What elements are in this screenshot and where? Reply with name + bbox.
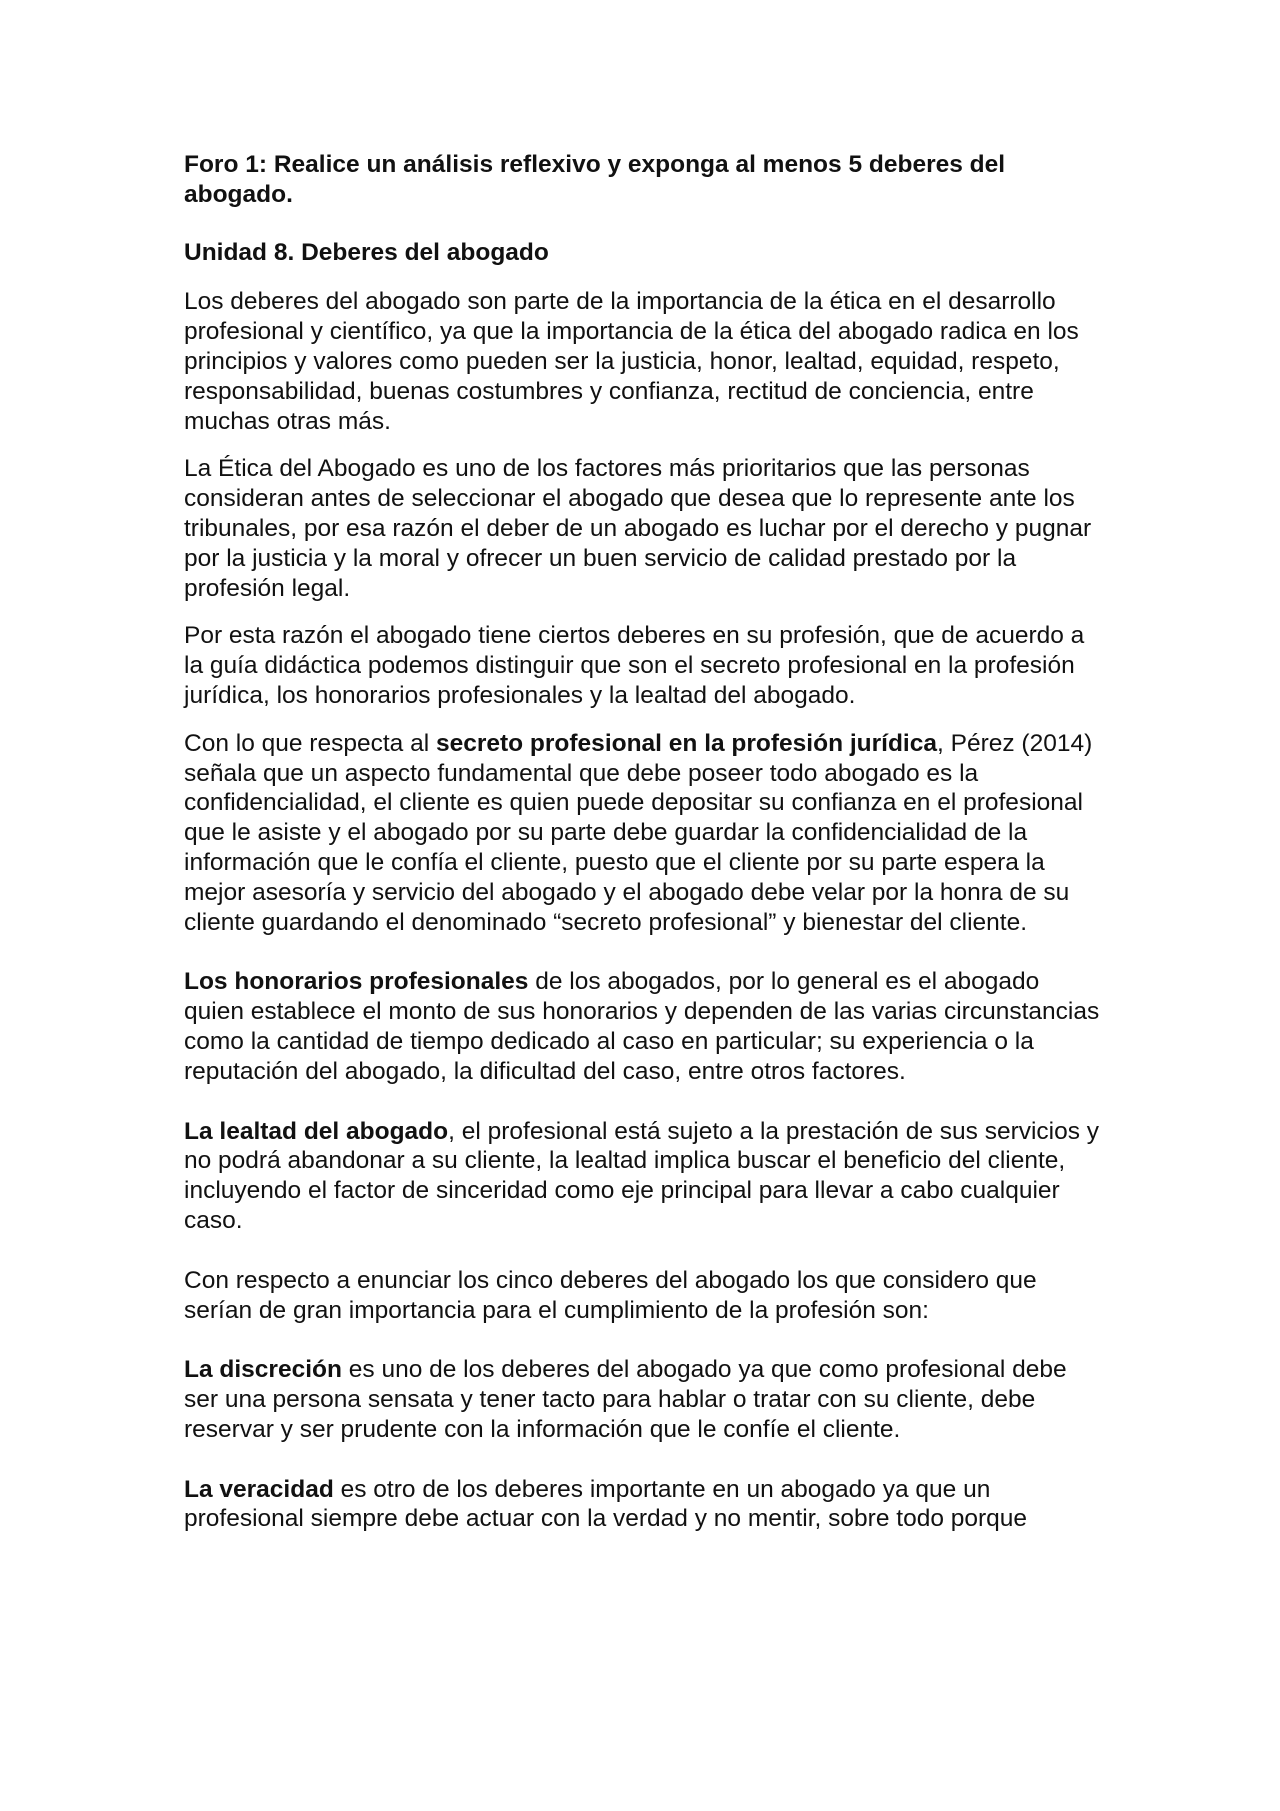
bold-term-professional-secret: secreto profesional en la profesión jurídica bbox=[435, 729, 937, 757]
paragraph-lawyer-ethics: La Ética del Abogado es uno de los factores más prioritarios que las personas consideran antes de seleccionar el abogado que desea que lo represente ante los tribunales, por esa razón el deber de un abogado es luchar por el derecho y pugnar por la justicia y la moral y ofrecer un buen servicio de calidad prestado por la profesión legal. bbox=[184, 455, 1092, 602]
paragraph-text: es uno de los deberes del abogado ya que como profesional debe ser una persona sensata y tener tacto para hablar o tratar con su cliente, debe reservar y ser prudente con la información que le confíe el cliente. bbox=[184, 1356, 1067, 1443]
paragraph-truthfulness bbox=[184, 1475, 1104, 1535]
unit-heading: Unidad 8. Deberes del abogado bbox=[184, 238, 549, 266]
document-page bbox=[184, 150, 1104, 1552]
bold-term-discretion: La discreción bbox=[184, 1356, 342, 1384]
paragraph-text: de los abogados, por lo general es el abogado quien establece el monto de sus honorarios y dependen de las varias circunstancias como la cantidad de tiempo dedicado al caso en particular; su experiencia o la reputación del abogado, la dificultad del caso, entre otros factores. bbox=[184, 968, 1100, 1085]
paragraph-ethics-intro: Los deberes del abogado son parte de la importancia de la ética en el desarrollo profesional y científico, ya que la importancia de la ética del abogado radica en los principios y valores como pueden ser la justicia, honor, lealtad, equidad, respeto, responsabilidad, buenas costumbres y confianza, rectitud de conciencia, entre muchas otras más. bbox=[184, 288, 1079, 435]
bold-term-loyalty: La lealtad del abogado bbox=[184, 1117, 449, 1145]
paragraph-five-duties-intro: Con respecto a enunciar los cinco deberes del abogado los que considero que serían de gran importancia para el cumplimiento de la profesión son: bbox=[184, 1266, 1037, 1324]
paragraph-discretion bbox=[184, 1355, 1104, 1444]
paragraph-duties-overview: Por esta razón el abogado tiene ciertos deberes en su profesión, que de acuerdo a la guía didáctica podemos distinguir que son el secreto profesional en la profesión jurídica, los honorarios profesionales y la lealtad del abogado. bbox=[184, 622, 1085, 709]
paragraph-professional-fees bbox=[184, 967, 1104, 1086]
paragraph-text: , el profesional está sujeto a la prestación de sus servicios y no podrá abandonar a su cliente, la lealtad implica buscar el beneficio del cliente, incluyendo el factor de sinceridad como eje principal para llevar a cabo cualquier caso. bbox=[184, 1117, 1100, 1234]
paragraph-text: , Pérez (2014) señala que un aspecto fundamental que debe poseer todo abogado es la confidencialidad, el cliente es quien puede depositar su confianza en el profesional que le asiste y el abogado por su parte debe guardar la confidencialidad de la información que le confía el cliente, puesto que el cliente por su parte espera la mejor asesoría y servicio del abogado y el abogado debe velar por la honra de su cliente guardando el denominado “secreto profesional” y bienestar del cliente. bbox=[184, 729, 1093, 936]
paragraph-professional-secret bbox=[184, 729, 1104, 938]
bold-term-truthfulness: La veracidad bbox=[184, 1475, 334, 1503]
paragraph-loyalty bbox=[184, 1117, 1104, 1236]
paragraph-text: Con lo que respecta al bbox=[184, 729, 436, 757]
bold-term-professional-fees: Los honorarios profesionales bbox=[184, 968, 529, 996]
page-title: Foro 1: Realice un análisis reflexivo y exponga al menos 5 deberes del abogado. bbox=[184, 151, 1006, 208]
paragraph-text: es otro de los deberes importante en un abogado ya que un profesional siempre debe actuar con la verdad y no mentir, sobre todo porque bbox=[184, 1475, 1028, 1533]
